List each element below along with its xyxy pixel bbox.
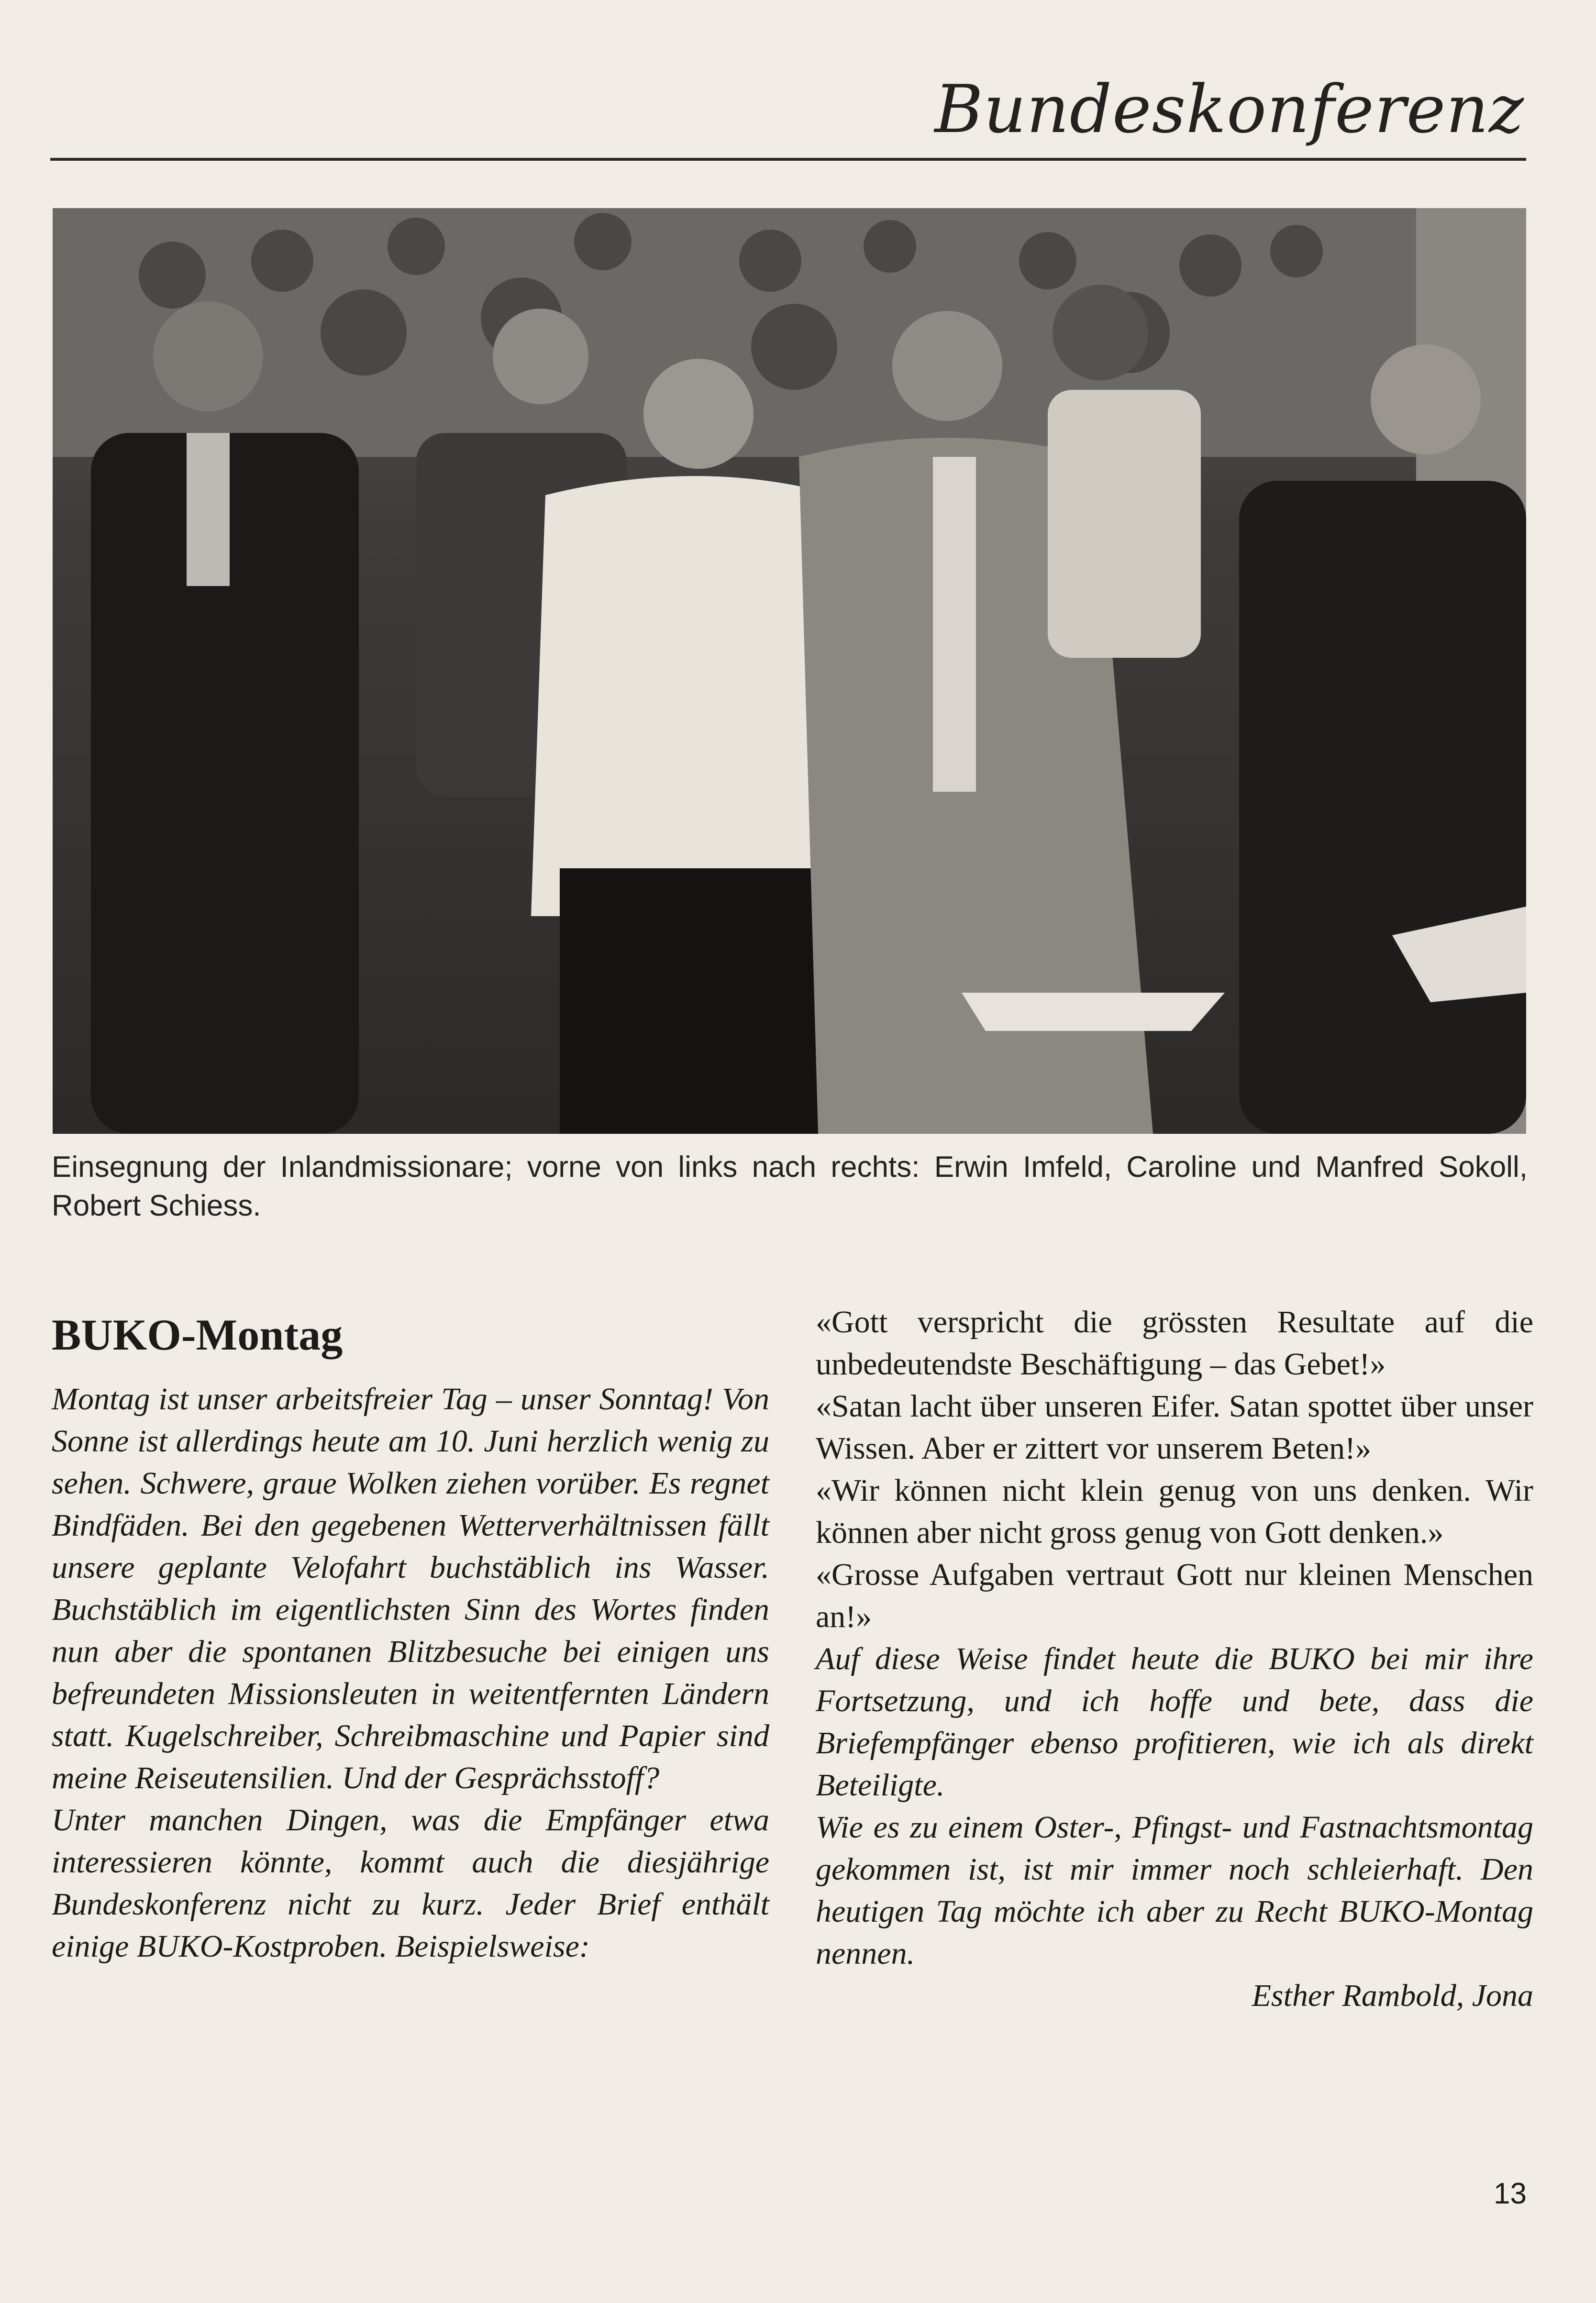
article-paragraph: Montag ist unser arbeitsfreier Tag – unser Sonntag! Von Sonne ist allerdings heute am 10. Juni herzlich wenig zu sehen. Schwere, graue Wolken ziehen vorüber. Es regnet Bindfäden. Bei den gegebenen Wetterverhältnissen fällt unsere geplante Velofahrt buchstäblich ins Wasser. Buchstäblich im eigentlichsten Sinn des Wortes finden nun aber die spontanen Blitzbesuche bei einigen uns befreundeten Missionsleuten in weitentfernten Ländern statt. Kugelschreiber, Schreibmaschine und Papier sind meine Reiseutensilien. Und der Gesprächsstoff? [52,1382,769,1796]
article-paragraph: Wie es zu einem Oster-, Pfingst- und Fastnachtsmontag gekommen ist, ist mir immer noch schleierhaft. Den heutigen Tag möchte ich aber zu Recht BUKO-Montag nennen. [816,1810,1533,1971]
header-rule [50,158,1526,161]
article-paragraph: Unter manchen Dingen, was die Empfänger etwa interessieren könnte, kommt auch die diesjährige Bundeskonferenz nicht zu kurz. Jeder Brief enthält einige BUKO-Kostproben. Beispielsweise: [52,1803,769,1964]
article-heading: BUKO-Montag [52,1310,343,1359]
photo-caption: Einsegnung der Inlandmissionare; vorne von links nach rechts: Erwin Imfeld, Caroline und Manfred Sokoll, Robert Schiess. [52,1151,1528,1222]
author-signature: Esther Rambold, Jona [1252,1978,1533,2013]
article-left-column [52,1301,769,1968]
quote-item: «Wir können nicht klein genug von uns denken. Wir können aber nicht gross genug von Gott denken.» [816,1473,1533,1550]
quote-item: «Gott verspricht die grössten Resultate auf die unbedeutendste Beschäftigung – das Gebet!» [816,1305,1533,1382]
quote-item: «Satan lacht über unseren Eifer. Satan spottet über unser Wissen. Aber er zittert vor unserem Beten!» [816,1389,1533,1466]
page-header-title: Bundeskonferenz [934,71,1524,148]
quote-item: «Grosse Aufgaben vertraut Gott nur kleinen Menschen an!» [816,1557,1533,1634]
article-right-column [816,1301,1533,2017]
group-photo [53,208,1526,1134]
photo-illustration [53,208,1526,1134]
article-paragraph: Auf diese Weise findet heute die BUKO bei mir ihre Fortsetzung, und ich hoffe und bete, dass die Briefempfänger ebenso profitieren, wie ich als direkt Beteiligte. [816,1641,1533,1803]
page-number: 13 [1494,2177,1527,2210]
